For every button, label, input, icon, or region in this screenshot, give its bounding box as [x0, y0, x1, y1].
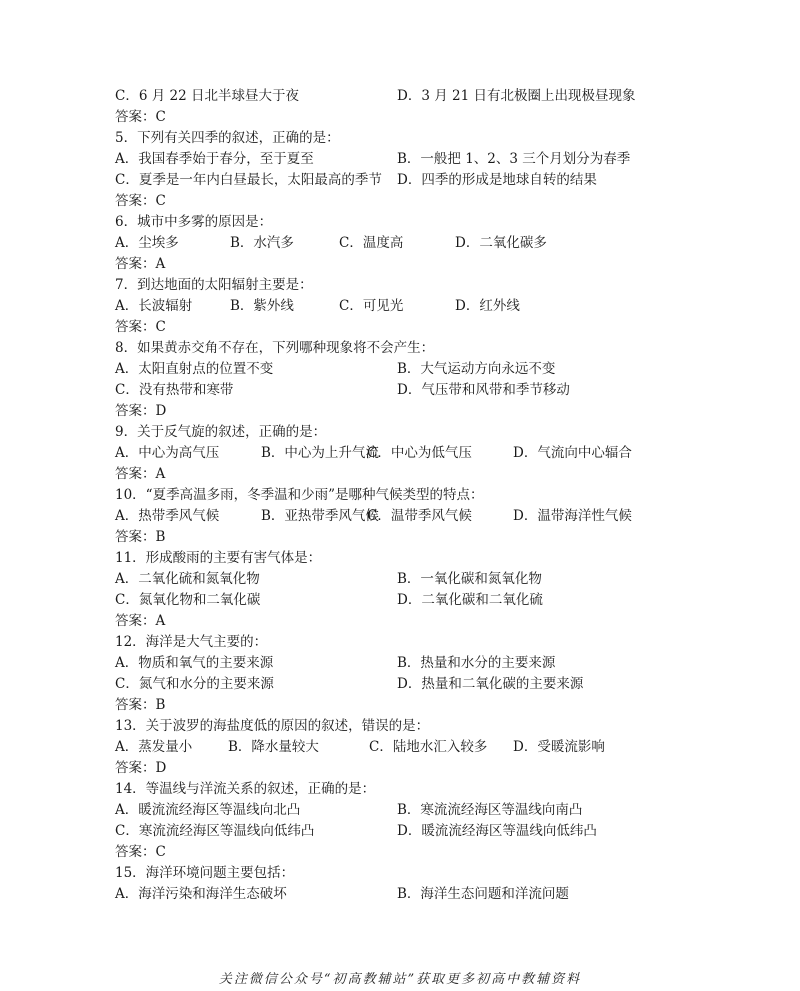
option-text: A．海洋污染和海洋生态破坏: [115, 886, 287, 902]
answer-line: [115, 317, 715, 338]
option-text: A．二氧化硫和氮氧化物: [115, 571, 260, 587]
option-text: D．气流向中心辐合: [513, 445, 632, 461]
question-text: 8．如果黄赤交角不存在，下列哪种现象将不会产生：: [115, 340, 435, 356]
option-text: B．大气运动方向永远不变: [397, 361, 556, 377]
option-text: D．二氧化碳多: [455, 235, 547, 251]
question-stem: [115, 632, 715, 653]
option-text: B．中心为上升气流: [261, 445, 379, 461]
question-stem: [115, 212, 715, 233]
option-row: [115, 443, 715, 464]
answer-text: 答案：B: [115, 529, 166, 545]
option-text: A．长波辐射: [115, 298, 193, 314]
question-text: 6．城市中多雾的原因是：: [115, 214, 273, 230]
option-text: B．水汽多: [230, 235, 294, 251]
answer-text: 答案：B: [115, 697, 166, 713]
option-text: C．陆地水汇入较多: [369, 739, 488, 755]
answer-text: 答案：A: [115, 256, 166, 272]
answer-line: [115, 191, 715, 212]
question-stem: [115, 485, 715, 506]
answer-line: [115, 527, 715, 548]
option-row: [115, 506, 715, 527]
answer-text: 答案：D: [115, 403, 167, 419]
option-text: A．热带季风气候: [115, 508, 220, 524]
option-text: B．热量和水分的主要来源: [397, 655, 556, 671]
answer-line: [115, 695, 715, 716]
question-stem: [115, 779, 715, 800]
option-text: D．受暖流影响: [513, 739, 605, 755]
option-text: A．暖流流经海区等温线向北凸: [115, 802, 301, 818]
option-text: B．一般把 1、2、3 三个月划分为春季: [397, 151, 631, 167]
question-text: 15．海洋环境问题主要包括：: [115, 865, 295, 881]
option-text: D．温带海洋性气候: [513, 508, 632, 524]
answer-line: [115, 254, 715, 275]
question-text: 14．等温线与洋流关系的叙述，正确的是：: [115, 781, 376, 797]
option-text: C．可见光: [339, 298, 404, 314]
question-text: 9．关于反气旋的叙述，正确的是：: [115, 424, 327, 440]
option-text: C．夏季是一年内白昼最长，太阳最高的季节: [115, 172, 382, 188]
option-text: D．四季的形成是地球自转的结果: [397, 172, 597, 188]
question-stem: [115, 338, 715, 359]
option-row: [115, 359, 715, 380]
question-text: 13．关于波罗的海盐度低的原因的叙述，错误的是：: [115, 718, 430, 734]
option-row: [115, 674, 715, 695]
answer-text: 答案：C: [115, 319, 166, 335]
option-text: A．蒸发量小: [115, 739, 193, 755]
question-text: 11．形成酸雨的主要有害气体是：: [115, 550, 322, 566]
option-text: C．温度高: [339, 235, 404, 251]
option-text: B．海洋生态问题和洋流问题: [397, 886, 569, 902]
option-text: D．暖流流经海区等温线向低纬凸: [397, 823, 597, 839]
option-text: B．紫外线: [230, 298, 294, 314]
question-text: 7．到达地面的太阳辐射主要是：: [115, 277, 313, 293]
option-row: [115, 737, 715, 758]
question-stem: [115, 863, 715, 884]
option-row: [115, 800, 715, 821]
option-row: [115, 590, 715, 611]
option-text: C．氮气和水分的主要来源: [115, 676, 274, 692]
option-row: [115, 569, 715, 590]
option-row: [115, 86, 715, 107]
option-text: D．红外线: [455, 298, 520, 314]
option-row: [115, 233, 715, 254]
question-stem: [115, 548, 715, 569]
option-text: B．亚热带季风气候: [261, 508, 379, 524]
option-row: [115, 149, 715, 170]
option-text: A．太阳直射点的位置不变: [115, 361, 274, 377]
option-text: C．6 月 22 日北半球昼大于夜: [115, 88, 299, 104]
answer-line: [115, 107, 715, 128]
answer-text: 答案：A: [115, 466, 166, 482]
option-text: C．温带季风气候: [367, 508, 472, 524]
answer-text: 答案：C: [115, 844, 166, 860]
exam-content: [115, 86, 715, 905]
option-text: D．气压带和风带和季节移动: [397, 382, 570, 398]
option-text: C．中心为低气压: [367, 445, 472, 461]
option-text: D．二氧化碳和二氧化硫: [397, 592, 543, 608]
answer-text: 答案：A: [115, 613, 166, 629]
question-stem: [115, 275, 715, 296]
answer-line: [115, 464, 715, 485]
option-text: B．降水量较大: [228, 739, 319, 755]
option-row: [115, 170, 715, 191]
answer-text: 答案：C: [115, 193, 166, 209]
option-text: A．中心为高气压: [115, 445, 220, 461]
option-text: B．一氧化碳和氮氧化物: [397, 571, 542, 587]
option-text: A．我国春季始于春分，至于夏至: [115, 151, 314, 167]
option-text: A．物质和氧气的主要来源: [115, 655, 274, 671]
question-text: 12．海洋是大气主要的：: [115, 634, 268, 650]
option-text: C．没有热带和寒带: [115, 382, 234, 398]
option-row: [115, 296, 715, 317]
answer-line: [115, 611, 715, 632]
answer-line: [115, 758, 715, 779]
question-stem: [115, 128, 715, 149]
answer-line: [115, 842, 715, 863]
question-text: 10．“夏季高温多雨，冬季温和少雨”是哪种气候类型的特点：: [115, 487, 484, 503]
option-row: [115, 884, 715, 905]
option-text: D．3 月 21 日有北极圈上出现极昼现象: [397, 88, 636, 104]
option-text: A．尘埃多: [115, 235, 179, 251]
footer-note: 关注微信公众号“初高教辅站”获取更多初高中教辅资料: [218, 972, 582, 987]
option-text: C．氮氧化物和二氧化碳: [115, 592, 261, 608]
option-text: C．寒流流经海区等温线向低纬凸: [115, 823, 315, 839]
option-row: [115, 380, 715, 401]
option-text: B．寒流流经海区等温线向南凸: [397, 802, 583, 818]
question-stem: [115, 422, 715, 443]
answer-text: 答案：D: [115, 760, 167, 776]
answer-line: [115, 401, 715, 422]
option-row: [115, 653, 715, 674]
option-row: [115, 821, 715, 842]
option-text: D．热量和二氧化碳的主要来源: [397, 676, 584, 692]
answer-text: 答案：C: [115, 109, 166, 125]
question-stem: [115, 716, 715, 737]
question-text: 5．下列有关四季的叙述，正确的是：: [115, 130, 340, 146]
